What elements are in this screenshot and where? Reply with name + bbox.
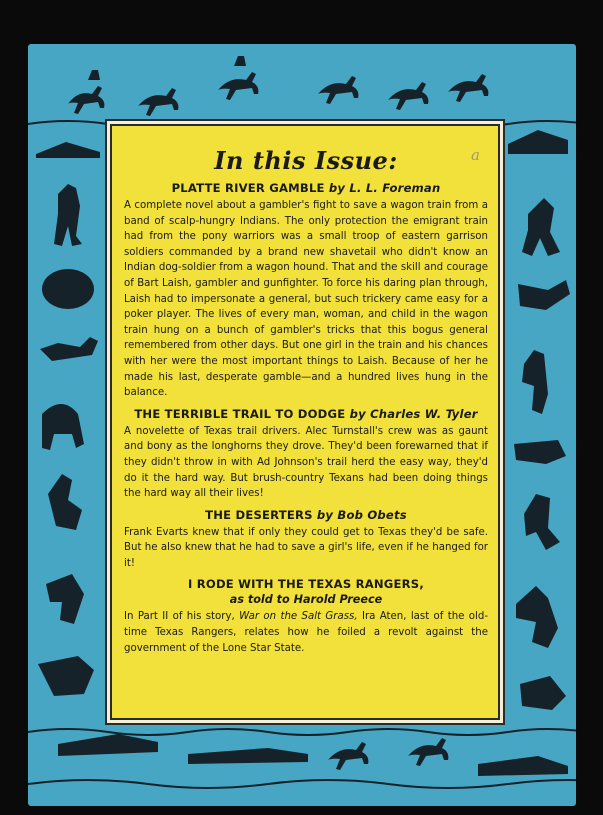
pencil-scribble: a bbox=[471, 146, 480, 164]
story-title-text: I RODE WITH THE TEXAS RANGERS, bbox=[188, 577, 424, 592]
story-title bbox=[124, 508, 488, 522]
story-description: Frank Evarts knew that if only they could get to Texas they'd be safe. But he also knew that he had to save a girl's life, even if he hanged for it! bbox=[124, 526, 488, 569]
story-title bbox=[124, 577, 488, 591]
bottom-riders bbox=[58, 734, 568, 776]
story-title-text: THE TERRIBLE TRAIL TO DODGE bbox=[134, 406, 346, 421]
story-title-text: THE DESERTERS bbox=[205, 507, 313, 522]
story-author: as told to Harold Preece bbox=[229, 593, 383, 607]
story-title-text: PLATTE RIVER GAMBLE bbox=[171, 181, 325, 195]
story-title bbox=[124, 407, 488, 421]
story-author: by L. L. Foreman bbox=[328, 181, 441, 195]
horse-riders-top bbox=[68, 56, 488, 116]
story-author: by Charles W. Tyler bbox=[349, 406, 478, 421]
left-side-scenes bbox=[36, 142, 100, 696]
story-author: by Bob Obets bbox=[316, 507, 407, 522]
story-description: A novelette of Texas trail drivers. Alec Turnstall's crew was as gaunt and bony as the longhorns they drove. They'd been forewarned that if they didn't throw in with Ad Johnson's trail herd the easy way, they'd do it the hard way. But brush-country Texans had been doing things the hard way all their lives! bbox=[124, 425, 488, 500]
story-title bbox=[124, 181, 488, 195]
back-cover bbox=[28, 44, 576, 806]
story-body-post: Ira Aten, last of the old-time Texas Rangers, relates how he foiled a revolt against the government of the Lone Star State. bbox=[124, 611, 489, 654]
story-body-em: War on the Salt Grass, bbox=[239, 611, 358, 623]
right-side-scenes bbox=[508, 130, 570, 710]
issue-heading: In this Issue: bbox=[214, 146, 398, 175]
story-description: A complete novel about a gambler's fight to save a wagon train from a band of scalp-hungry Indians. The only protection the emigrant train had from the pony warriors was a small troop of eastern garrison soldiers commanded by a brand new shavetail who didn't know an Indian dog-soldier from a wagon hound. That and the skill and courage of Bart Laish, gambler and gunfighter. To force his daring plan through, Laish had to impersonate a general, but such trickery came easy for a poker player. The lives of every man, woman, and child in the wagon train hung on a bunch of gambler's tricks that this bogus general remembered from other days. But one girl in the train and his chances with her were the most important things to Laish. Because of her he made his last, desperate gamble—and a hundred lives hung in the balance. bbox=[124, 200, 488, 399]
story-body-pre: In Part II of his story, bbox=[124, 611, 240, 623]
story-description bbox=[124, 609, 488, 656]
contents-panel bbox=[110, 124, 500, 720]
